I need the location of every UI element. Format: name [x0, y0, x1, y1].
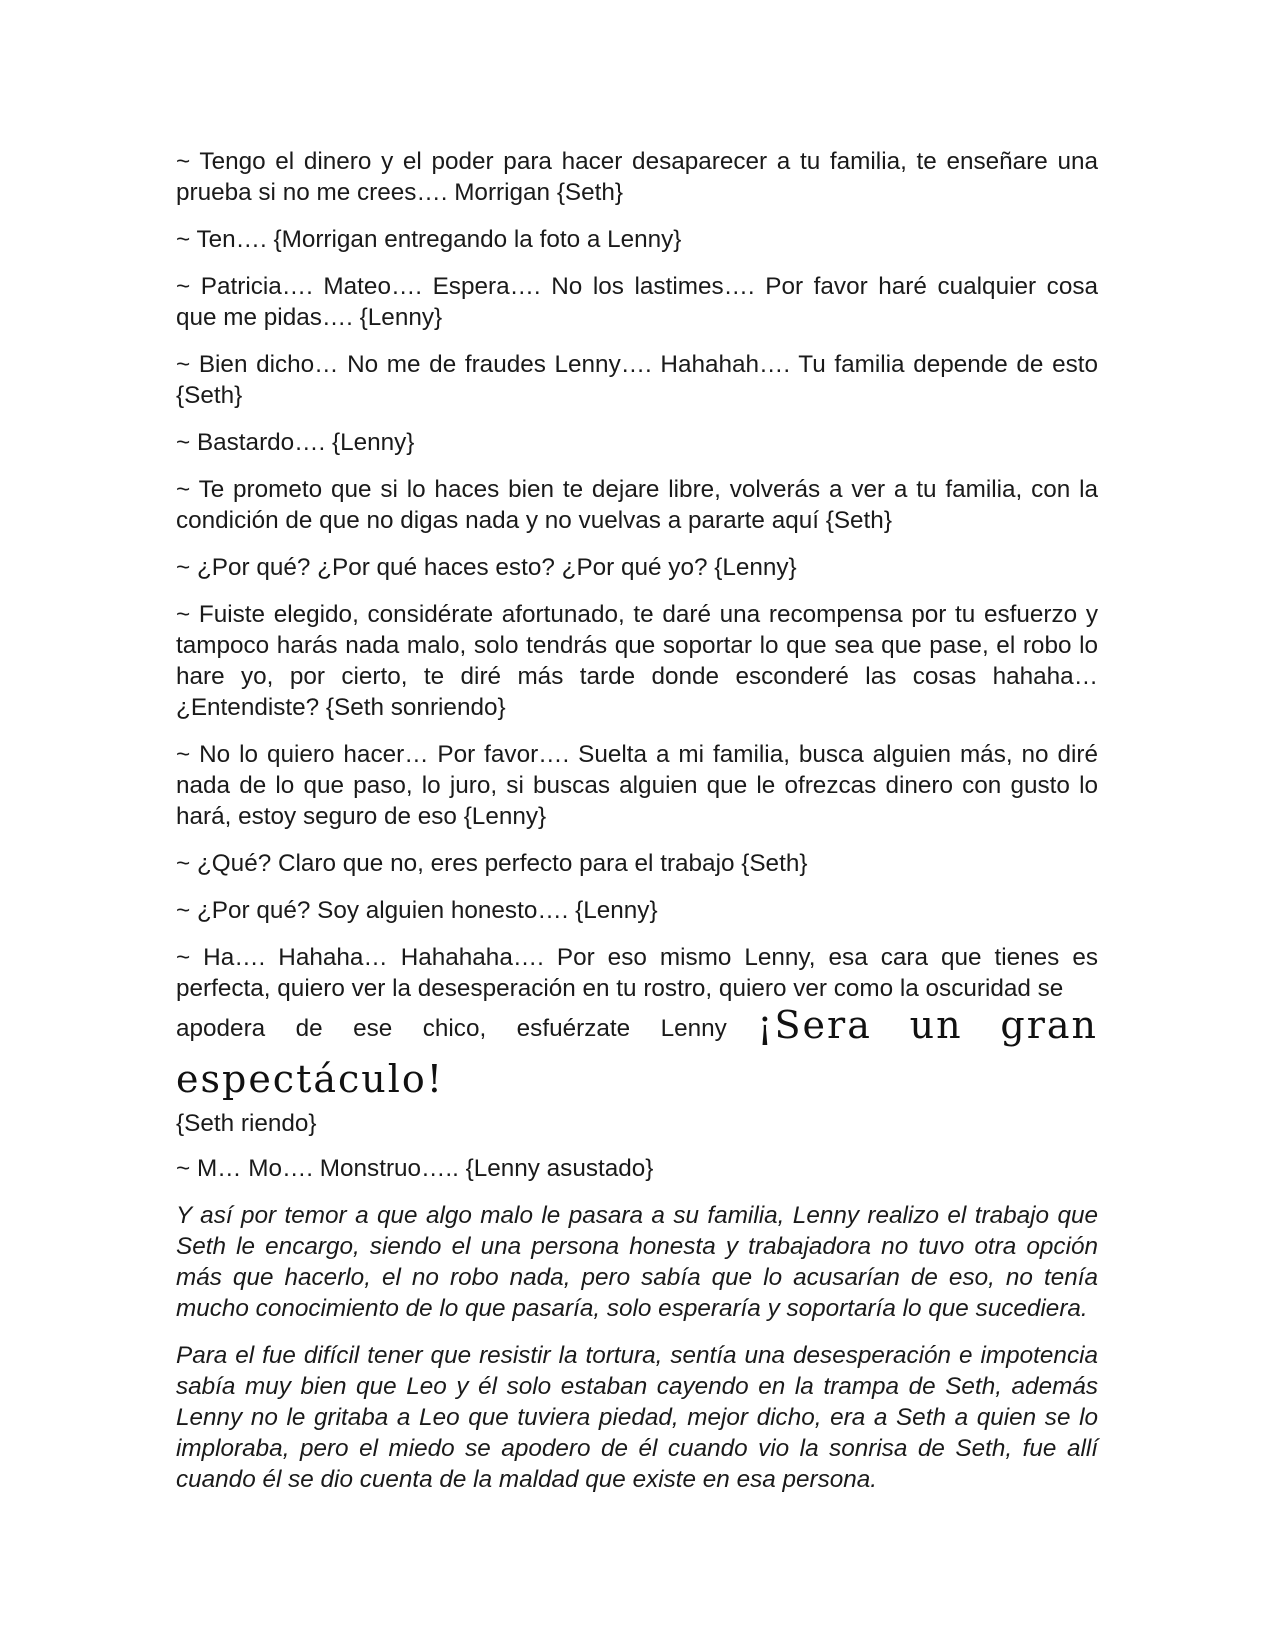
narration-paragraph: Y así por temor a que algo malo le pasara a su familia, Lenny realizo el trabajo que Seth le encargo, siendo el una persona honesta y trabajadora no tuvo otra opción más que hacerlo, el no robo nada, pero sabía que lo acusarían de eso, no tenía mucho conocimiento de lo que pasaría, solo esperaría y soportaría lo que sucediera. — [176, 1202, 1098, 1322]
dialogue-line: ~ ¿Por qué? Soy alguien honesto…. {Lenny} — [176, 897, 658, 924]
document-page — [176, 146, 1098, 1511]
special-paragraph-last-line — [176, 1000, 1098, 1108]
dialogue-line: ~ Tengo el dinero y el poder para hacer desaparecer a tu familia, te enseñare una prueba si no me crees…. Morrigan {Seth} — [176, 148, 1098, 206]
dialogue-line: ~ Patricia…. Mateo…. Espera…. No los lastimes…. Por favor haré cualquier cosa que me pidas…. {Lenny} — [176, 273, 1098, 331]
dialogue-line: ~ ¿Por qué? ¿Por qué haces esto? ¿Por qué yo? {Lenny} — [176, 554, 797, 581]
special-paragraph-line-start: apodera de ese chico, esfuérzate Lenny — [176, 1015, 727, 1042]
seth-laughing-paragraph — [176, 942, 1098, 1139]
dialogue-line: ~ ¿Qué? Claro que no, eres perfecto para el trabajo {Seth} — [176, 850, 808, 877]
dialogue-line: ~ No lo quiero hacer… Por favor…. Suelta a mi familia, busca alguien más, no diré nada de lo que paso, lo juro, si buscas alguien que le ofrezcas dinero con gusto lo hará, estoy seguro de eso {Lenny} — [176, 741, 1098, 830]
dialogue-line: ~ Bastardo…. {Lenny} — [176, 429, 415, 456]
narration-paragraph: Para el fue difícil tener que resistir la tortura, sentía una desesperación e impotencia sabía muy bien que Leo y él solo estaban cayendo en la trampa de Seth, además Lenny no le gritaba a Leo que tuviera piedad, mejor dicho, era a Seth a quien se lo imploraba, pero el miedo se apodero de él cuando vio la sonrisa de Seth, fue allí cuando él se dio cuenta de la maldad que existe en esa persona. — [176, 1342, 1098, 1493]
dialogue-line: ~ Ten…. {Morrigan entregando la foto a Lenny} — [176, 226, 682, 253]
special-paragraph-tail: {Seth riendo} — [176, 1110, 317, 1137]
shout-text: ¡Sera un gran espectáculo! — [176, 1003, 1098, 1101]
dialogue-line: ~ Te prometo que si lo haces bien te dejare libre, volverás a ver a tu familia, con la condición de que no digas nada y no vuelvas a pararte aquí {Seth} — [176, 476, 1098, 534]
special-paragraph-lead: ~ Ha…. Hahaha… Hahahaha…. Por eso mismo Lenny, esa cara que tienes es perfecta, quiero ver la desesperación en tu rostro, quiero ver como la oscuridad se — [176, 944, 1098, 1002]
dialogue-line: ~ M… Mo…. Monstruo….. {Lenny asustado} — [176, 1155, 654, 1182]
dialogue-line: ~ Bien dicho… No me de fraudes Lenny…. Hahahah…. Tu familia depende de esto {Seth} — [176, 351, 1098, 409]
dialogue-line: ~ Fuiste elegido, considérate afortunado, te daré una recompensa por tu esfuerzo y tampoco harás nada malo, solo tendrás que soportar lo que sea que pase, el robo lo hare yo, por cierto, te diré más tarde donde esconderé las cosas hahaha… ¿Entendiste? {Seth sonriendo} — [176, 601, 1098, 721]
